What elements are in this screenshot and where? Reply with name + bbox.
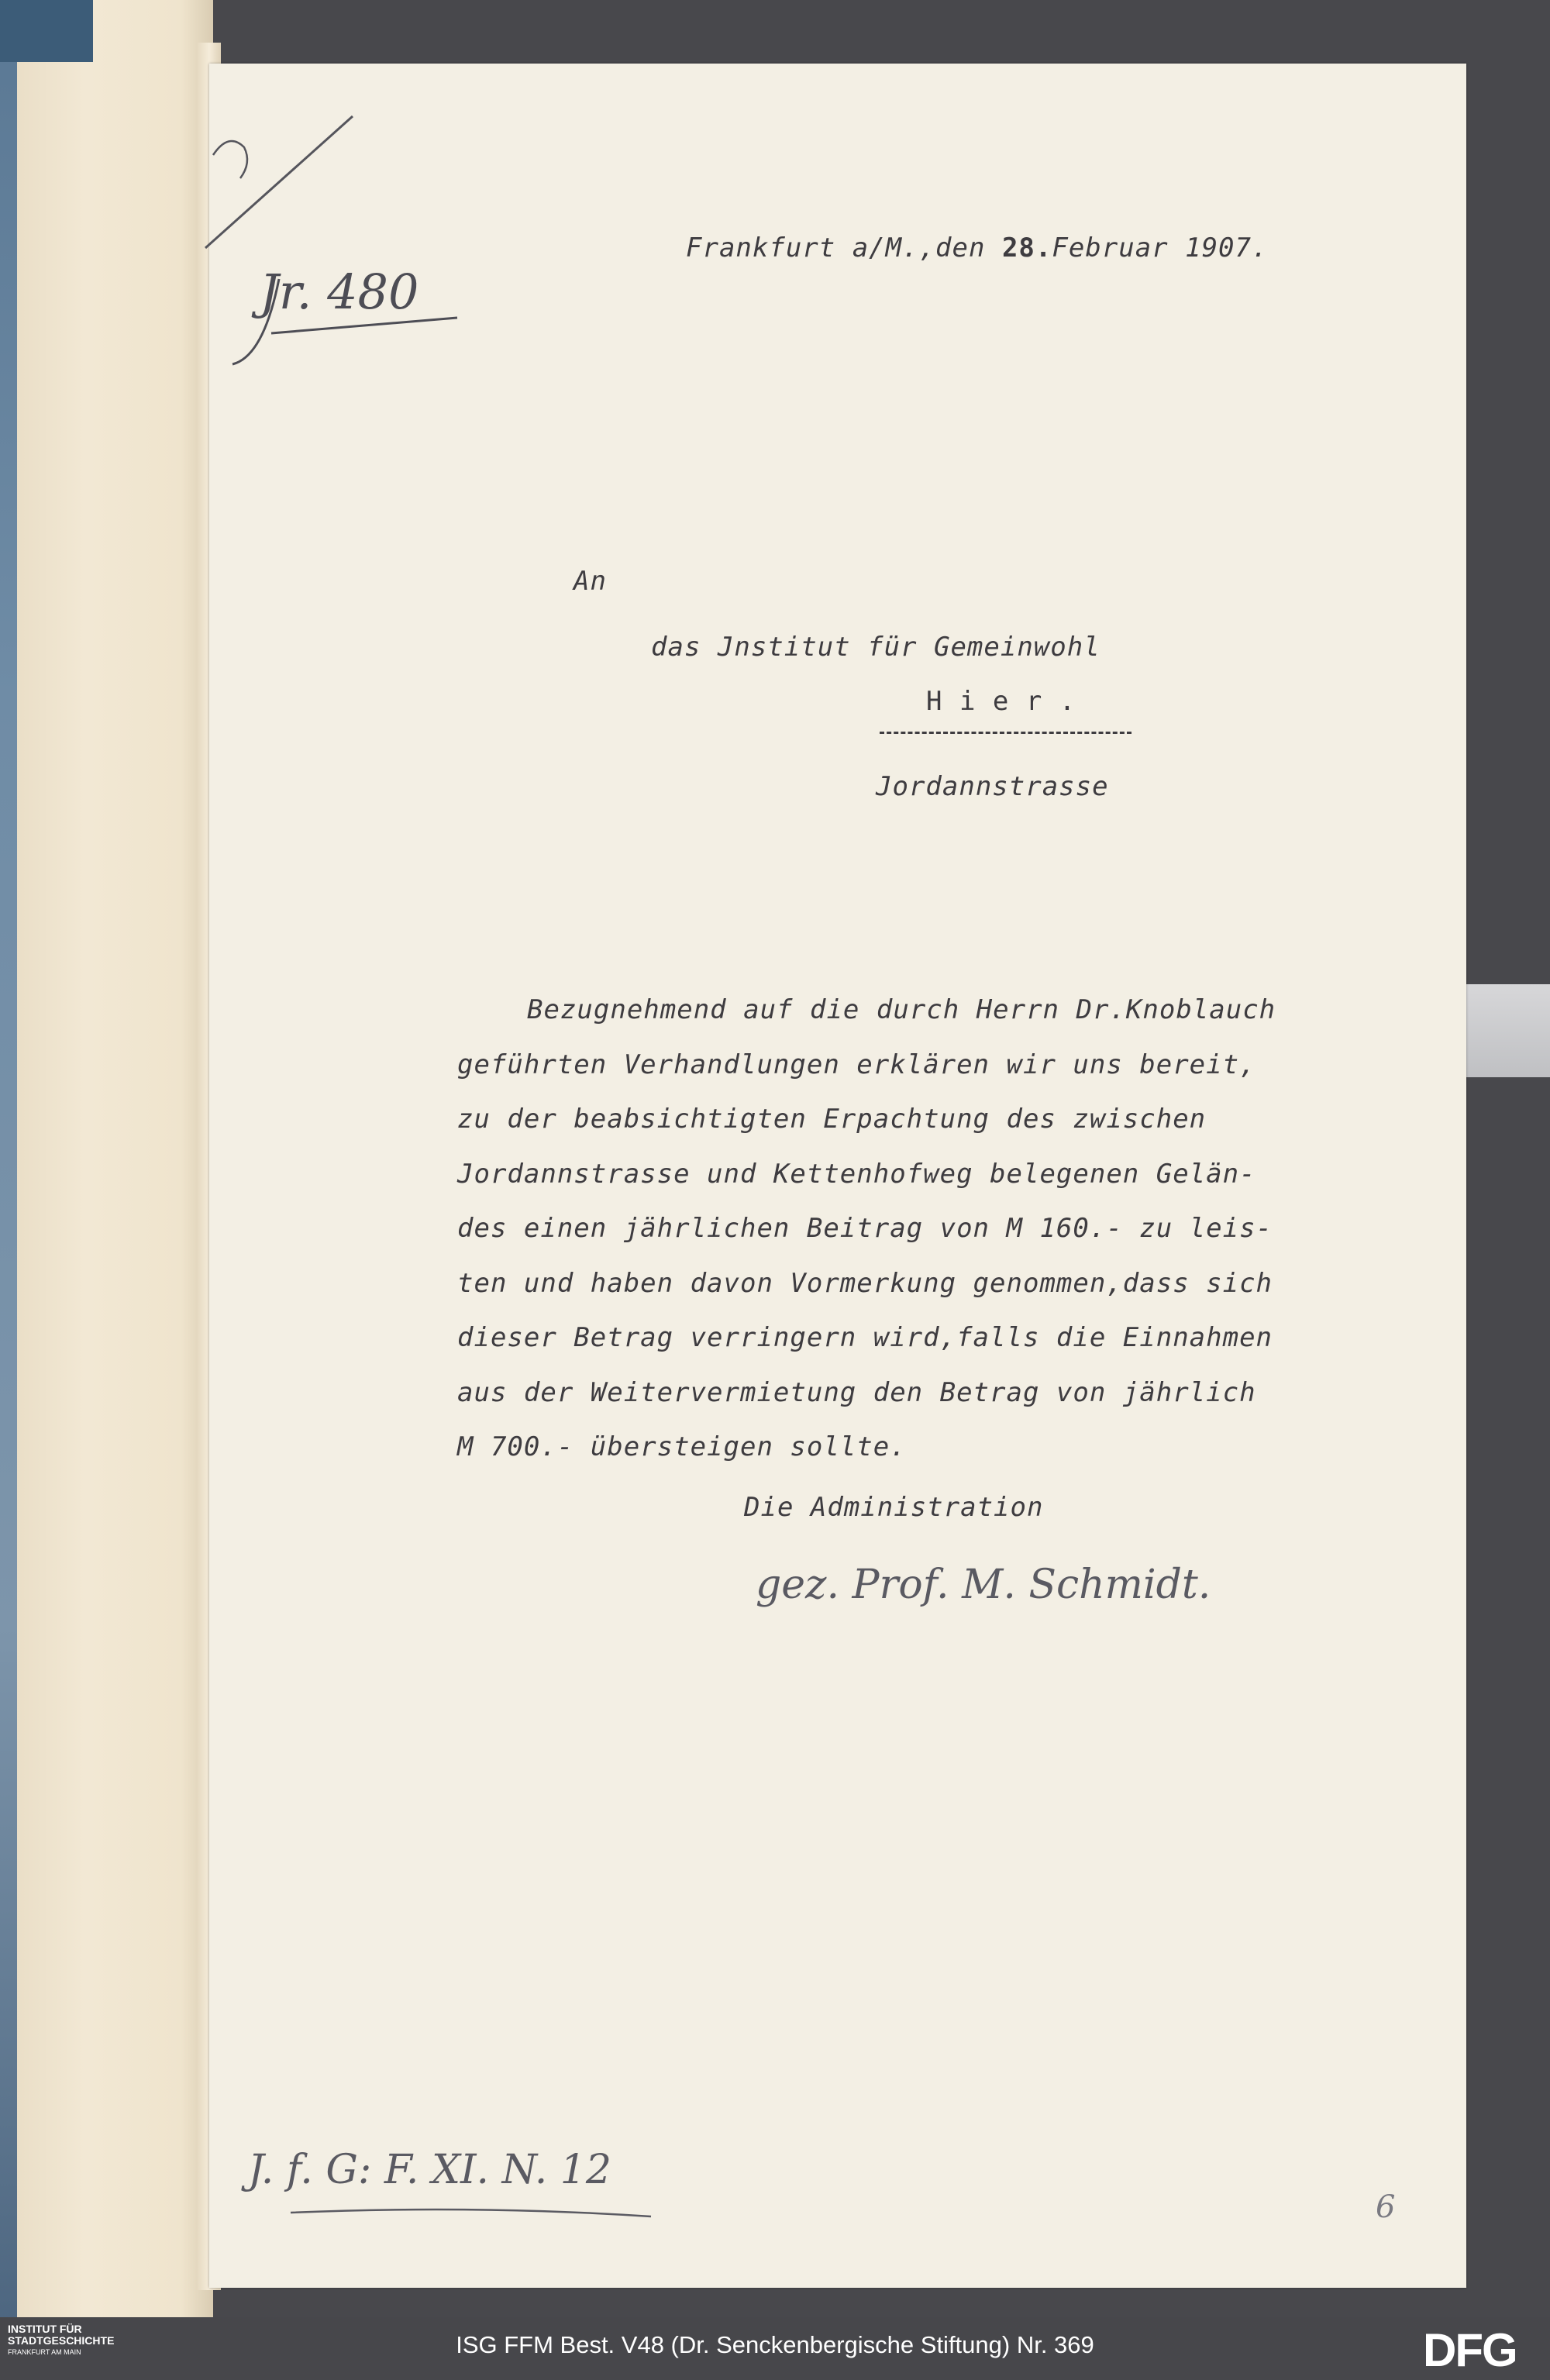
street: Jordannstrasse (876, 771, 1109, 802)
reference-annotation: J. f. G: F. XI. N. 12 (248, 2147, 611, 2193)
file-number-underline (225, 263, 473, 372)
signature: gez. Prof. M. Schmidt. (756, 1562, 1211, 1608)
body-line: des einen jährlichen Beitrag von M 160.- zu leis- (457, 1213, 1273, 1244)
reference-underline (287, 2201, 659, 2224)
body-line: dieser Betrag verringern wird,falls die Einnahmen (457, 1322, 1273, 1353)
left-page (0, 0, 213, 2325)
institution-line: STADTGESCHICHTE (8, 2334, 115, 2347)
place-date-prefix: Frankfurt a/M.,den (686, 232, 1002, 263)
closing: Die Administration (744, 1492, 1044, 1523)
date-month-year: Februar 1907. (1052, 232, 1269, 263)
date-day: 28. (1001, 232, 1052, 263)
body-line: aus der Weitervermietung den Betrag von jährlich (457, 1376, 1256, 1408)
body-line: M 700.- übersteigen sollte. (457, 1431, 907, 1462)
institution-line: FRANKFURT AM MAIN (8, 2348, 81, 2356)
file-number: Jr. 480 (260, 263, 419, 320)
body-line: zu der beabsichtigten Erpachtung des zwischen (457, 1104, 1207, 1135)
location-underline (880, 732, 1132, 734)
salutation: An (574, 566, 607, 597)
date-line (686, 232, 1268, 263)
corner-pencil-mark (198, 108, 368, 263)
dfg-logo: DFG (1423, 2324, 1517, 2376)
page-number: 6 (1376, 2189, 1396, 2225)
recipient: das Jnstitut für Gemeinwohl (651, 632, 1100, 663)
folder-corner (0, 0, 93, 62)
institution-line: INSTITUT FÜR (8, 2323, 82, 2335)
folder-edge (0, 0, 17, 2325)
archive-caption: ISG FFM Best. V48 (Dr. Senckenbergische Stiftung) Nr. 369 (456, 2331, 1094, 2358)
body-line: Jordannstrasse und Kettenhofweg belegenen Gelän- (457, 1158, 1256, 1190)
recipient-location: H i e r . (926, 686, 1076, 717)
body-line: ten und haben davon Vormerkung genommen,dass sich (457, 1267, 1273, 1299)
letter-body (457, 983, 1387, 1475)
body-line: geführten Verhandlungen erklären wir uns bereit, (457, 1049, 1256, 1080)
body-line: Bezugnehmend auf die durch Herrn Dr.Knoblauch (527, 994, 1276, 1025)
